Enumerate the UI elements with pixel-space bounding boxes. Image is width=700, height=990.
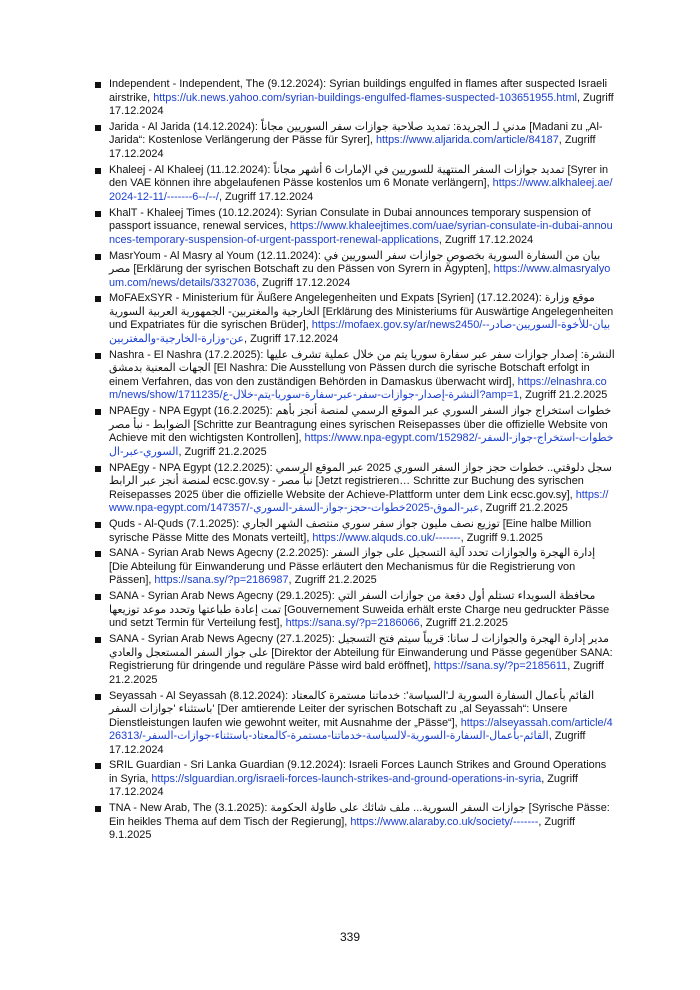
reference-text: Independent - Independent, The (9.12.2024): Syrian buildings engulfed in flames after suspected Israeli airstrike, <box>109 78 608 104</box>
access-date: , Zugriff 21.2.2025 <box>479 502 568 515</box>
reference-list <box>95 78 615 845</box>
access-date: , Zugriff 17.12.2024 <box>109 134 596 160</box>
reference-text: Quds - Al-Quds (7.1.2025): توزيع نصف مليون جواز سفر سوري منتصف الشهر الجاري [Eine halbe Million syrische Pässe Mitte des Monats verteilt], <box>109 518 592 544</box>
reference-link[interactable]: https://elnashra.com/news/show/1711235/النشرة-إصدار-جوازات-سفر-عبر-سفارة-سوريا-يتم-خلال-ع?amp=1 <box>109 375 607 402</box>
reference-text: SANA - Syrian Arab News Agecny (27.1.2025): مدير إدارة الهجرة والجوازات لـ سانا: قريباً سيتم فتح التسجيل على جواز السفر المستعجل والعادي [Direktor der Abteilung für Einwanderung und Pässe gegenüber SANA: Registrierung für dringende und reguläre Pässe wird bald eröffnet], <box>109 633 613 673</box>
access-date: , Zugriff 21.2.2025 <box>178 445 267 458</box>
reference-item <box>95 405 615 459</box>
page-number: 339 <box>339 930 361 944</box>
reference-item <box>95 590 615 631</box>
access-date: , Zugriff 17.12.2024 <box>109 91 614 117</box>
reference-link[interactable]: https://slguardian.org/israeli-forces-launch-strikes-and-ground-operations-in-syria <box>151 772 542 785</box>
reference-item <box>95 547 615 588</box>
access-date: , Zugriff 17.12.2024 <box>218 190 314 203</box>
reference-item <box>95 164 615 205</box>
reference-text: SANA - Syrian Arab News Agecny (29.1.2025): محافظة السويداء تستلم أول دفعة من جوازات السفر التي تمت إعادة طباعتها وتحدد موعد توزيعها [Gouvernement Suweida erhält erste Charge neu gedruckter Pässe und setzt Termin für Verteilung fest], <box>109 590 610 630</box>
reference-link[interactable]: https://www.alaraby.co.uk/society/------- <box>350 815 539 828</box>
reference-item <box>95 349 615 403</box>
reference-text: Seyassah - Al Seyassah (8.12.2024): القائم بأعمال السفارة السورية لـ'السياسة': خدماتنا مستمرة كالمعتاد باستثناء 'جوازات السفر' [Der amtierende Leiter der syrischen Botschaft zu „al Seyassah“: Unsere Dienstleistungen laufen wie gewohnt weiter, mit Ausnahme der „Pässe“], <box>109 689 595 729</box>
reference-link[interactable]: https://sana.sy/?p=2185611 <box>433 660 568 673</box>
access-date: , Zugriff 17.12.2024 <box>438 233 534 246</box>
reference-item <box>95 121 615 162</box>
reference-item <box>95 462 615 516</box>
reference-text: MoFAExSYR - Ministerium für Äußere Angelegenheiten und Expats [Syrien] (17.12.2024): موقع وزارة الخارجية والمغتربين- الجمهورية العربية السورية [Erklärung des Ministeriums für Auswärtige Angelegenheiten und Expatriates für die syrischen Brüder], <box>109 292 614 332</box>
reference-item <box>95 690 615 758</box>
reference-item <box>95 759 615 800</box>
reference-text: Jarida - Al Jarida (14.12.2024): مدني لـ الجريدة: تمديد صلاحية جوازات سفر السوريين مجاناً [Madani zu „Al-Jarida“: Kostenlose Verlängerung der Pässe für Syrer], <box>109 120 603 147</box>
reference-link[interactable]: https://www.khaleejtimes.com/uae/syrian-consulate-in-dubai-announces-temporary-suspension-of-urgent-passport-renewal-applications <box>109 220 613 246</box>
reference-link[interactable]: https://sana.sy/?p=2186987 <box>154 574 289 587</box>
reference-text: NPAEgy - NPA Egypt (16.2.2025): خطوات استخراج جواز السفر السوري عبر الموقع الرسمي لمنصة أنجز بأهم الضوابط - نبأ مصر [Schritte zur Beantragung eines syrischen Reisepasses über die offizielle Website von Achieve mit den wichtigsten Kontrollen], <box>109 405 612 445</box>
access-date: , Zugriff 21.2.2025 <box>419 617 508 630</box>
reference-text: NPAEgy - NPA Egypt (12.2.2025): سجل دلوقتي.. خطوات حجز جواز السفر السوري 2025 عبر الموقع الرسمي لمنصة أنجز عبر الرابط ecsc.gov.sy - نبأ مصر [Jetzt registrieren… Schritte zur Buchung des syrischen Reisepasses 2025 über die offizielle Website der Achieve-Plattform unter dem Link ecsc.gov.sy], <box>109 461 612 501</box>
access-date: , Zugriff 9.1.2025 <box>460 531 543 544</box>
access-date: , Zugriff 21.2.2025 <box>288 574 377 587</box>
reference-item <box>95 78 615 119</box>
reference-link[interactable]: https://www.npa-egypt.com/152982/خطوات-استخراج-جواز-السفر-السوري-عبر-ال <box>109 432 614 458</box>
access-date: , Zugriff 9.1.2025 <box>109 815 576 842</box>
reference-text: Khaleej - Al Khaleej (11.12.2024): تمديد جوازات السفر المنتهية للسوريين في الإمارات 6 أشهر مجاناً [Syrer in den VAE können ihre abgelaufenen Pässe kostenlos um 6 Monate verlängern], <box>109 163 609 190</box>
access-date: , Zugriff 17.12.2024 <box>109 730 586 756</box>
reference-text: MasrYoum - Al Masry al Youm (12.11.2024): بيان من السفارة السورية بخصوص جوازات سفر السوريين في مصر [Erklärung der syrischen Botschaft zu den Pässen von Syrern in Ägypten], <box>109 249 601 276</box>
reference-link[interactable]: https://www.aljarida.com/article/84187 <box>375 134 559 147</box>
access-date: , Zugriff 17.12.2024 <box>109 772 578 799</box>
reference-link[interactable]: https://mofaex.gov.sy/ar/news2450/-بيان-للأخوة-السوريين-صادر-عن-وزارة-الخارجية-والمغتربين <box>109 319 611 345</box>
reference-text: Nashra - El Nashra (17.2.2025): النشرة: إصدار جوازات سفر عبر سفارة سوريا يتم من خلال عملية تشرف عليها الجهات المعنية بدمشق [El Nashra: Die Ausstellung von Pässen durch die syrische Botschaft erfolgt in einem Verfahren, das von den zuständigen Behörden in Damaskus überwacht wird], <box>109 348 615 388</box>
reference-link[interactable]: https://www.alquds.co.uk/------- <box>312 531 461 544</box>
reference-text: KhalT - Khaleej Times (10.12.2024): Syrian Consulate in Dubai announces temporary suspension of passport issuance, renewal services, <box>109 206 591 233</box>
access-date: , Zugriff 21.2.2025 <box>109 660 604 686</box>
reference-text: SANA - Syrian Arab News Agecny (2.2.2025): إدارة الهجرة والجوازات تحدد آلية التسجيل على جواز السفر [Die Abteilung für Einwanderung und Pässe erläutert den Mechanismus für die Registrierung von Pässen], <box>109 547 596 587</box>
reference-text: TNA - New Arab, The (3.1.2025): جوازات السفر السورية... ملف شائك على طاولة الحكومة [Syrische Pässe: Ein heikles Thema auf dem Tisch der Regierung], <box>109 802 610 828</box>
reference-text: SRIL Guardian - Sri Lanka Guardian (9.12.2024): Israeli Forces Launch Strikes and Ground Operations in Syria, <box>109 759 607 785</box>
reference-link[interactable]: https://alseyassah.com/article/426313/-القائم-بأعمال-السفارة-السورية-لالسياسة-خدماتنا-مستمرة-كالمعتاد-باستثناء-جوازات-السفر <box>109 716 613 743</box>
access-date: , Zugriff 17.12.2024 <box>244 332 339 345</box>
reference-item <box>95 518 615 545</box>
reference-link[interactable]: https://www.alkhaleej.ae/2024-12-11/-------6--/--/ <box>109 177 613 203</box>
reference-item <box>95 207 615 248</box>
reference-link[interactable]: https://sana.sy/?p=2186066 <box>285 617 420 630</box>
reference-item <box>95 250 615 291</box>
access-date: , Zugriff 21.2.2025 <box>519 389 608 402</box>
reference-item <box>95 802 615 843</box>
reference-link[interactable]: https://uk.news.yahoo.com/syrian-buildings-engulfed-flames-suspected-103651955.html <box>153 91 577 104</box>
reference-item <box>95 633 615 687</box>
reference-item <box>95 292 615 346</box>
reference-link[interactable]: https://www.npa-egypt.com/147357/-عبر-الموق-2025خطوات-حجز-جواز-السفر-السوري <box>109 488 609 515</box>
reference-link[interactable]: https://www.almasryalyoum.com/news/details/3327036 <box>109 263 611 289</box>
access-date: , Zugriff 17.12.2024 <box>256 276 351 289</box>
